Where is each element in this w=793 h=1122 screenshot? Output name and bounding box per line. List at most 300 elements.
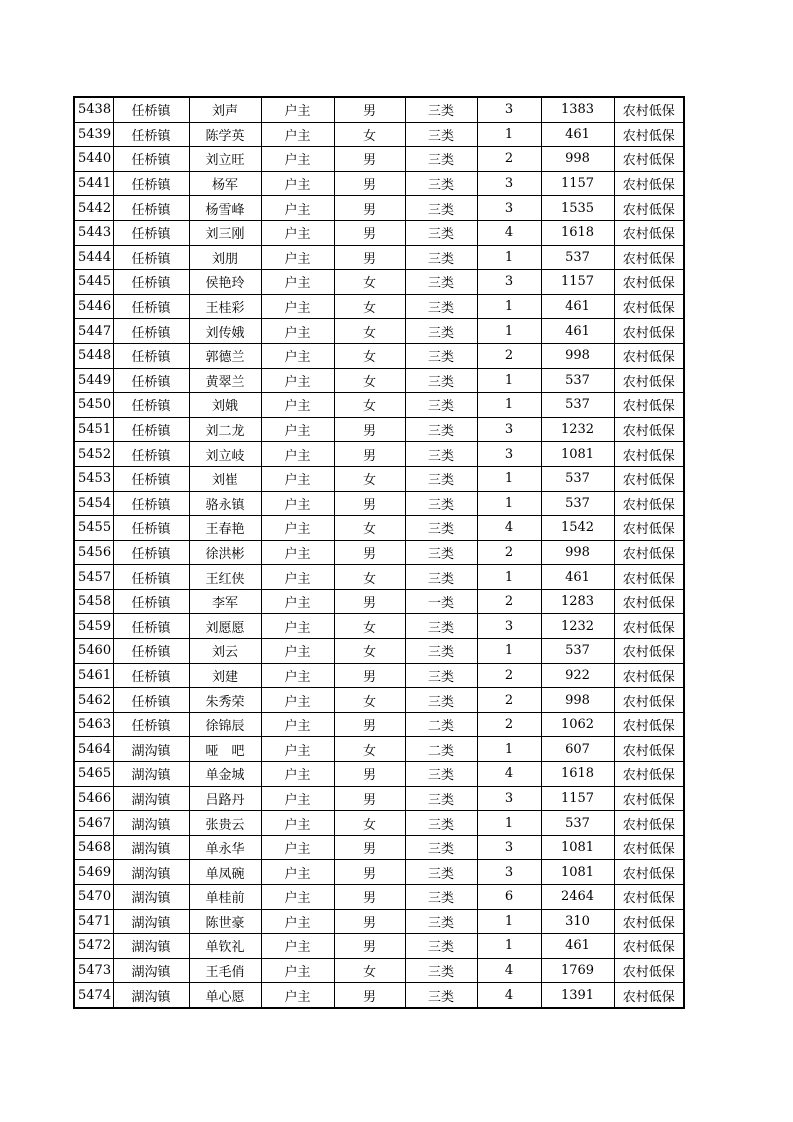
name-cell: 徐洪彬	[189, 540, 261, 565]
category-cell: 三类	[405, 663, 477, 688]
name-cell: 单桂前	[189, 885, 261, 910]
gender-cell: 男	[334, 147, 405, 172]
row-number-cell: 5468	[74, 835, 113, 860]
row-number-cell: 5470	[74, 885, 113, 910]
gender-cell: 男	[334, 835, 405, 860]
relation-cell: 户主	[261, 835, 334, 860]
household-size-cell: 2	[477, 712, 541, 737]
gender-cell: 女	[334, 122, 405, 147]
name-cell: 单金城	[189, 762, 261, 787]
category-cell: 三类	[405, 491, 477, 516]
relation-cell: 户主	[261, 147, 334, 172]
name-cell: 刘二龙	[189, 417, 261, 442]
relief-roster-table	[73, 96, 685, 1009]
gender-cell: 女	[334, 270, 405, 295]
name-cell: 刘娥	[189, 393, 261, 418]
table-row	[74, 663, 684, 688]
table-row	[74, 835, 684, 860]
table-row	[74, 934, 684, 959]
relation-cell: 户主	[261, 343, 334, 368]
table-row	[74, 639, 684, 664]
row-number-cell: 5438	[74, 97, 113, 122]
name-cell: 侯艳玲	[189, 270, 261, 295]
row-number-cell: 5469	[74, 860, 113, 885]
assistance-type-cell: 农村低保	[614, 688, 684, 713]
relation-cell: 户主	[261, 97, 334, 122]
household-size-cell: 3	[477, 417, 541, 442]
relation-cell: 户主	[261, 811, 334, 836]
town-cell: 任桥镇	[113, 540, 189, 565]
table-row	[74, 417, 684, 442]
table-row	[74, 294, 684, 319]
gender-cell: 男	[334, 983, 405, 1008]
assistance-type-cell: 农村低保	[614, 196, 684, 221]
row-number-cell: 5472	[74, 934, 113, 959]
relation-cell: 户主	[261, 491, 334, 516]
household-size-cell: 3	[477, 270, 541, 295]
household-size-cell: 1	[477, 393, 541, 418]
assistance-type-cell: 农村低保	[614, 171, 684, 196]
table-row	[74, 147, 684, 172]
assistance-type-cell: 农村低保	[614, 589, 684, 614]
category-cell: 三类	[405, 614, 477, 639]
amount-cell: 537	[541, 491, 614, 516]
row-number-cell: 5443	[74, 220, 113, 245]
gender-cell: 男	[334, 245, 405, 270]
assistance-type-cell: 农村低保	[614, 442, 684, 467]
table-row	[74, 540, 684, 565]
town-cell: 湖沟镇	[113, 885, 189, 910]
household-size-cell: 1	[477, 909, 541, 934]
household-size-cell: 1	[477, 934, 541, 959]
amount-cell: 461	[541, 565, 614, 590]
category-cell: 三类	[405, 983, 477, 1008]
name-cell: 陈世豪	[189, 909, 261, 934]
table-row	[74, 171, 684, 196]
name-cell: 刘愿愿	[189, 614, 261, 639]
amount-cell: 1081	[541, 860, 614, 885]
name-cell: 刘云	[189, 639, 261, 664]
category-cell: 三类	[405, 516, 477, 541]
gender-cell: 男	[334, 491, 405, 516]
household-size-cell: 1	[477, 565, 541, 590]
gender-cell: 男	[334, 97, 405, 122]
table-row	[74, 368, 684, 393]
row-number-cell: 5446	[74, 294, 113, 319]
category-cell: 三类	[405, 442, 477, 467]
table-row	[74, 122, 684, 147]
household-size-cell: 3	[477, 860, 541, 885]
name-cell: 哑 吧	[189, 737, 261, 762]
household-size-cell: 3	[477, 786, 541, 811]
amount-cell: 461	[541, 122, 614, 147]
category-cell: 二类	[405, 712, 477, 737]
table-row	[74, 466, 684, 491]
row-number-cell: 5465	[74, 762, 113, 787]
name-cell: 徐锦辰	[189, 712, 261, 737]
town-cell: 湖沟镇	[113, 983, 189, 1008]
table-row	[74, 516, 684, 541]
relation-cell: 户主	[261, 368, 334, 393]
category-cell: 三类	[405, 220, 477, 245]
town-cell: 湖沟镇	[113, 934, 189, 959]
category-cell: 三类	[405, 294, 477, 319]
town-cell: 任桥镇	[113, 122, 189, 147]
relation-cell: 户主	[261, 909, 334, 934]
gender-cell: 男	[334, 417, 405, 442]
name-cell: 杨军	[189, 171, 261, 196]
town-cell: 任桥镇	[113, 491, 189, 516]
household-size-cell: 6	[477, 885, 541, 910]
row-number-cell: 5444	[74, 245, 113, 270]
gender-cell: 女	[334, 688, 405, 713]
name-cell: 刘立旺	[189, 147, 261, 172]
category-cell: 三类	[405, 122, 477, 147]
gender-cell: 女	[334, 393, 405, 418]
name-cell: 王毛俏	[189, 958, 261, 983]
category-cell: 一类	[405, 589, 477, 614]
town-cell: 任桥镇	[113, 639, 189, 664]
assistance-type-cell: 农村低保	[614, 885, 684, 910]
relation-cell: 户主	[261, 712, 334, 737]
category-cell: 三类	[405, 811, 477, 836]
row-number-cell: 5454	[74, 491, 113, 516]
town-cell: 任桥镇	[113, 466, 189, 491]
row-number-cell: 5466	[74, 786, 113, 811]
amount-cell: 1383	[541, 97, 614, 122]
row-number-cell: 5439	[74, 122, 113, 147]
assistance-type-cell: 农村低保	[614, 393, 684, 418]
town-cell: 任桥镇	[113, 171, 189, 196]
town-cell: 任桥镇	[113, 614, 189, 639]
assistance-type-cell: 农村低保	[614, 147, 684, 172]
household-size-cell: 1	[477, 639, 541, 664]
household-size-cell: 1	[477, 811, 541, 836]
name-cell: 刘建	[189, 663, 261, 688]
relation-cell: 户主	[261, 885, 334, 910]
assistance-type-cell: 农村低保	[614, 811, 684, 836]
table-row	[74, 786, 684, 811]
table-row	[74, 393, 684, 418]
town-cell: 任桥镇	[113, 245, 189, 270]
amount-cell: 1283	[541, 589, 614, 614]
gender-cell: 女	[334, 516, 405, 541]
gender-cell: 男	[334, 589, 405, 614]
name-cell: 单钦礼	[189, 934, 261, 959]
row-number-cell: 5441	[74, 171, 113, 196]
row-number-cell: 5460	[74, 639, 113, 664]
assistance-type-cell: 农村低保	[614, 319, 684, 344]
gender-cell: 男	[334, 712, 405, 737]
category-cell: 三类	[405, 270, 477, 295]
relation-cell: 户主	[261, 688, 334, 713]
row-number-cell: 5459	[74, 614, 113, 639]
table-row	[74, 589, 684, 614]
table-row	[74, 220, 684, 245]
gender-cell: 男	[334, 934, 405, 959]
category-cell: 三类	[405, 245, 477, 270]
row-number-cell: 5452	[74, 442, 113, 467]
name-cell: 王红侠	[189, 565, 261, 590]
name-cell: 陈学英	[189, 122, 261, 147]
name-cell: 刘三刚	[189, 220, 261, 245]
amount-cell: 1391	[541, 983, 614, 1008]
assistance-type-cell: 农村低保	[614, 958, 684, 983]
assistance-type-cell: 农村低保	[614, 122, 684, 147]
amount-cell: 537	[541, 639, 614, 664]
household-size-cell: 2	[477, 688, 541, 713]
town-cell: 任桥镇	[113, 220, 189, 245]
amount-cell: 537	[541, 368, 614, 393]
category-cell: 三类	[405, 958, 477, 983]
row-number-cell: 5442	[74, 196, 113, 221]
town-cell: 任桥镇	[113, 417, 189, 442]
household-size-cell: 4	[477, 516, 541, 541]
gender-cell: 男	[334, 885, 405, 910]
amount-cell: 1157	[541, 786, 614, 811]
amount-cell: 2464	[541, 885, 614, 910]
amount-cell: 1542	[541, 516, 614, 541]
gender-cell: 女	[334, 958, 405, 983]
table-row	[74, 885, 684, 910]
gender-cell: 男	[334, 442, 405, 467]
town-cell: 湖沟镇	[113, 835, 189, 860]
relation-cell: 户主	[261, 540, 334, 565]
assistance-type-cell: 农村低保	[614, 270, 684, 295]
gender-cell: 男	[334, 909, 405, 934]
amount-cell: 537	[541, 811, 614, 836]
relation-cell: 户主	[261, 934, 334, 959]
household-size-cell: 1	[477, 319, 541, 344]
amount-cell: 1081	[541, 442, 614, 467]
gender-cell: 男	[334, 860, 405, 885]
category-cell: 三类	[405, 786, 477, 811]
assistance-type-cell: 农村低保	[614, 712, 684, 737]
assistance-type-cell: 农村低保	[614, 220, 684, 245]
row-number-cell: 5450	[74, 393, 113, 418]
household-size-cell: 2	[477, 147, 541, 172]
town-cell: 湖沟镇	[113, 811, 189, 836]
relation-cell: 户主	[261, 958, 334, 983]
assistance-type-cell: 农村低保	[614, 565, 684, 590]
household-size-cell: 2	[477, 343, 541, 368]
row-number-cell: 5474	[74, 983, 113, 1008]
assistance-type-cell: 农村低保	[614, 540, 684, 565]
category-cell: 三类	[405, 196, 477, 221]
name-cell: 吕路丹	[189, 786, 261, 811]
household-size-cell: 4	[477, 958, 541, 983]
amount-cell: 1769	[541, 958, 614, 983]
household-size-cell: 1	[477, 466, 541, 491]
assistance-type-cell: 农村低保	[614, 786, 684, 811]
relation-cell: 户主	[261, 663, 334, 688]
town-cell: 湖沟镇	[113, 762, 189, 787]
category-cell: 三类	[405, 540, 477, 565]
name-cell: 刘立岐	[189, 442, 261, 467]
amount-cell: 1081	[541, 835, 614, 860]
gender-cell: 男	[334, 196, 405, 221]
town-cell: 湖沟镇	[113, 860, 189, 885]
category-cell: 三类	[405, 368, 477, 393]
town-cell: 任桥镇	[113, 516, 189, 541]
gender-cell: 男	[334, 663, 405, 688]
category-cell: 三类	[405, 466, 477, 491]
household-size-cell: 4	[477, 983, 541, 1008]
name-cell: 王桂彩	[189, 294, 261, 319]
assistance-type-cell: 农村低保	[614, 294, 684, 319]
relation-cell: 户主	[261, 589, 334, 614]
row-number-cell: 5445	[74, 270, 113, 295]
table-row	[74, 565, 684, 590]
relation-cell: 户主	[261, 220, 334, 245]
town-cell: 任桥镇	[113, 589, 189, 614]
row-number-cell: 5458	[74, 589, 113, 614]
household-size-cell: 1	[477, 368, 541, 393]
name-cell: 张贵云	[189, 811, 261, 836]
name-cell: 黄翠兰	[189, 368, 261, 393]
assistance-type-cell: 农村低保	[614, 368, 684, 393]
table-body	[74, 97, 684, 1008]
relation-cell: 户主	[261, 122, 334, 147]
name-cell: 李军	[189, 589, 261, 614]
relation-cell: 户主	[261, 245, 334, 270]
assistance-type-cell: 农村低保	[614, 516, 684, 541]
assistance-type-cell: 农村低保	[614, 97, 684, 122]
table-row	[74, 983, 684, 1008]
amount-cell: 998	[541, 343, 614, 368]
amount-cell: 1232	[541, 417, 614, 442]
category-cell: 三类	[405, 343, 477, 368]
town-cell: 任桥镇	[113, 565, 189, 590]
row-number-cell: 5473	[74, 958, 113, 983]
amount-cell: 607	[541, 737, 614, 762]
amount-cell: 461	[541, 319, 614, 344]
assistance-type-cell: 农村低保	[614, 909, 684, 934]
relation-cell: 户主	[261, 294, 334, 319]
amount-cell: 1618	[541, 762, 614, 787]
table-row	[74, 860, 684, 885]
relation-cell: 户主	[261, 737, 334, 762]
name-cell: 王春艳	[189, 516, 261, 541]
relation-cell: 户主	[261, 762, 334, 787]
gender-cell: 男	[334, 220, 405, 245]
name-cell: 刘传娥	[189, 319, 261, 344]
row-number-cell: 5456	[74, 540, 113, 565]
table-row	[74, 688, 684, 713]
row-number-cell: 5462	[74, 688, 113, 713]
category-cell: 三类	[405, 393, 477, 418]
household-size-cell: 1	[477, 737, 541, 762]
town-cell: 湖沟镇	[113, 958, 189, 983]
assistance-type-cell: 农村低保	[614, 639, 684, 664]
gender-cell: 女	[334, 294, 405, 319]
row-number-cell: 5464	[74, 737, 113, 762]
gender-cell: 男	[334, 762, 405, 787]
amount-cell: 1535	[541, 196, 614, 221]
relation-cell: 户主	[261, 196, 334, 221]
household-size-cell: 3	[477, 196, 541, 221]
household-size-cell: 3	[477, 171, 541, 196]
category-cell: 三类	[405, 934, 477, 959]
relation-cell: 户主	[261, 983, 334, 1008]
category-cell: 三类	[405, 565, 477, 590]
relation-cell: 户主	[261, 393, 334, 418]
category-cell: 三类	[405, 688, 477, 713]
town-cell: 任桥镇	[113, 147, 189, 172]
assistance-type-cell: 农村低保	[614, 245, 684, 270]
gender-cell: 女	[334, 737, 405, 762]
assistance-type-cell: 农村低保	[614, 983, 684, 1008]
relation-cell: 户主	[261, 270, 334, 295]
table-row	[74, 97, 684, 122]
gender-cell: 女	[334, 614, 405, 639]
table-row	[74, 319, 684, 344]
town-cell: 任桥镇	[113, 319, 189, 344]
gender-cell: 女	[334, 343, 405, 368]
relation-cell: 户主	[261, 171, 334, 196]
category-cell: 三类	[405, 639, 477, 664]
amount-cell: 461	[541, 294, 614, 319]
town-cell: 任桥镇	[113, 196, 189, 221]
relation-cell: 户主	[261, 639, 334, 664]
assistance-type-cell: 农村低保	[614, 860, 684, 885]
category-cell: 二类	[405, 737, 477, 762]
assistance-type-cell: 农村低保	[614, 343, 684, 368]
relation-cell: 户主	[261, 516, 334, 541]
household-size-cell: 2	[477, 663, 541, 688]
gender-cell: 女	[334, 811, 405, 836]
category-cell: 三类	[405, 885, 477, 910]
row-number-cell: 5448	[74, 343, 113, 368]
row-number-cell: 5440	[74, 147, 113, 172]
assistance-type-cell: 农村低保	[614, 614, 684, 639]
relation-cell: 户主	[261, 442, 334, 467]
amount-cell: 1062	[541, 712, 614, 737]
household-size-cell: 1	[477, 245, 541, 270]
table-row	[74, 245, 684, 270]
assistance-type-cell: 农村低保	[614, 491, 684, 516]
gender-cell: 男	[334, 540, 405, 565]
row-number-cell: 5471	[74, 909, 113, 934]
row-number-cell: 5455	[74, 516, 113, 541]
gender-cell: 女	[334, 466, 405, 491]
row-number-cell: 5467	[74, 811, 113, 836]
name-cell: 单永华	[189, 835, 261, 860]
name-cell: 郭德兰	[189, 343, 261, 368]
table-row	[74, 958, 684, 983]
name-cell: 单心愿	[189, 983, 261, 1008]
town-cell: 任桥镇	[113, 442, 189, 467]
gender-cell: 女	[334, 319, 405, 344]
category-cell: 三类	[405, 835, 477, 860]
amount-cell: 310	[541, 909, 614, 934]
name-cell: 单凤碗	[189, 860, 261, 885]
name-cell: 杨雪峰	[189, 196, 261, 221]
amount-cell: 1232	[541, 614, 614, 639]
gender-cell: 男	[334, 171, 405, 196]
table-row	[74, 196, 684, 221]
relation-cell: 户主	[261, 786, 334, 811]
category-cell: 三类	[405, 147, 477, 172]
household-size-cell: 3	[477, 97, 541, 122]
row-number-cell: 5447	[74, 319, 113, 344]
household-size-cell: 4	[477, 220, 541, 245]
assistance-type-cell: 农村低保	[614, 934, 684, 959]
row-number-cell: 5463	[74, 712, 113, 737]
category-cell: 三类	[405, 417, 477, 442]
relation-cell: 户主	[261, 319, 334, 344]
amount-cell: 537	[541, 466, 614, 491]
